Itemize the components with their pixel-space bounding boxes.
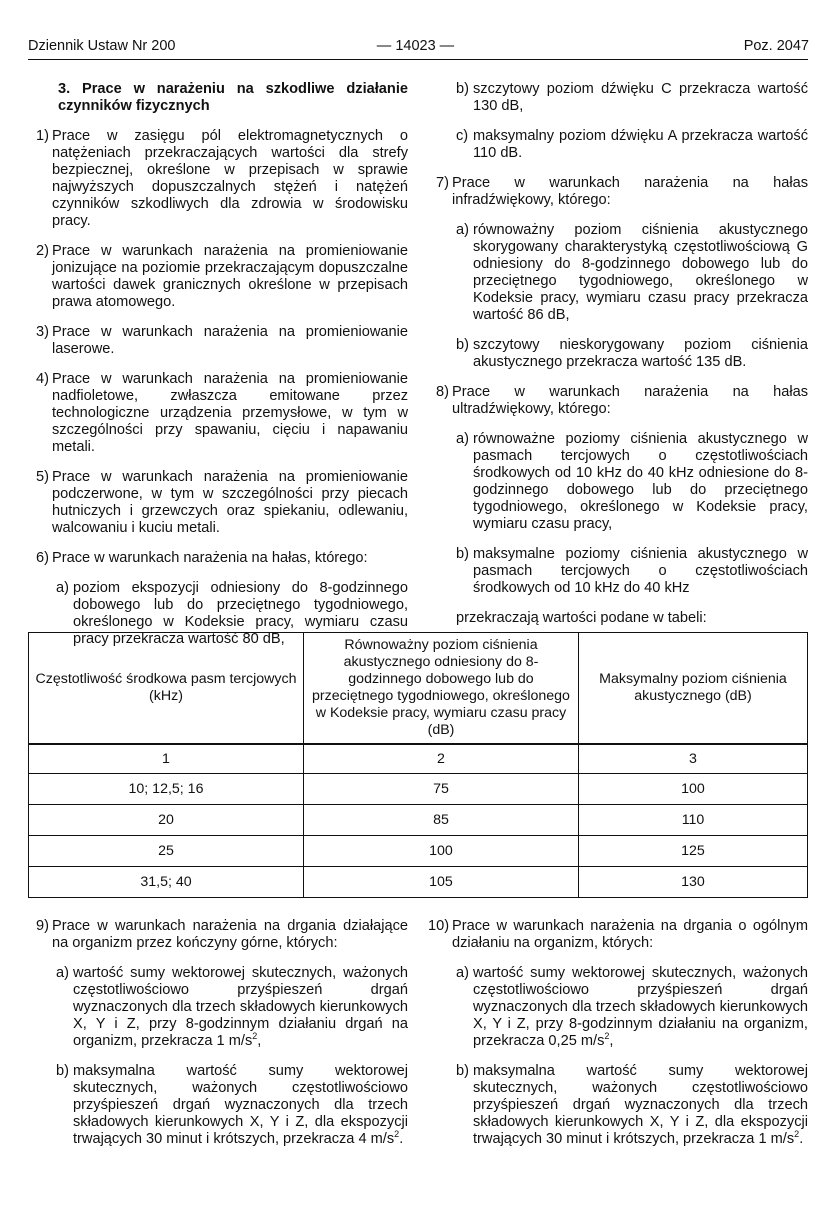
noise-table: [28, 632, 808, 898]
item-1: [28, 128, 408, 230]
superscript: 2: [394, 1129, 400, 1140]
header-equivalent-level: Równoważny poziom ciśnienia akustycznego odniesiony do 8-godzinnego dobowego lub do przeciętnego tygodniowego, określonego w Kodeksie pracy, wymiaru czasu pracy (dB): [304, 633, 579, 745]
superscript: 2: [794, 1129, 800, 1140]
table-cell: 130: [579, 867, 808, 898]
table-cell: 75: [304, 774, 579, 805]
item-number: 2): [36, 243, 49, 259]
sub-text: wartość sumy wektorowej skutecznych, ważonych częstotliwościowo przyśpieszeń drgań wyznaczonych dla trzech składowych kierunkowych X, Y i Z, przy 8-godzinnym działaniu na organizm, przekracza 0,25 m/s: [473, 965, 808, 1049]
item-4: [28, 371, 408, 456]
item-text: Prace w warunkach narażenia na drgania działające na organizm przez kończyny górne, których:: [52, 918, 408, 951]
section-heading: 3. Prace w narażeniu na szkodliwe działanie czynników fizycznych: [58, 81, 408, 114]
table-intro: przekraczają wartości podane w tabeli:: [456, 610, 707, 626]
table-cell: 25: [29, 836, 304, 867]
item-number: 6): [36, 550, 49, 566]
item-3: [28, 324, 408, 358]
item-number: 8): [436, 384, 449, 400]
table-cell: 85: [304, 805, 579, 836]
sub-text: równoważny poziom ciśnienia akustycznego skorygowany charakterystyką częstotliwościową G odniesiony do 8-godzinnego dobowego lub do przeciętnego tygodniowego, określonego w Kodeksie pracy, wymiaru czasu pracy przekracza wartość 86 dB,: [473, 222, 808, 323]
item-5: [28, 469, 408, 537]
item-10b: [428, 1063, 808, 1148]
item-text: Prace w zasięgu pól elektromagnetycznych o natężeniach przekraczających wartości dla strefy bezpiecznej, określone w przepisach w sprawie najwyższych dopuszczalnych stężeń i natężeń czynników szkodliwych dla zdrowia w środowisku pracy.: [52, 128, 408, 229]
table-cell: 100: [304, 836, 579, 867]
sub-text: równoważne poziomy ciśnienia akustycznego w pasmach tercjowych o częstotliwościach środkowych od 10 kHz do 40 kHz odniesione do 8-godzinnego dobowego lub do przeciętnego tygodniowego, określonego w Kodeksie pracy, wymiaru czasu pracy,: [473, 431, 808, 532]
page-number: — 14023 —: [376, 38, 455, 54]
sub-letter: b): [456, 1063, 469, 1079]
journal-title: Dziennik Ustaw Nr 200: [28, 38, 176, 54]
sub-text: maksymalny poziom dźwięku A przekracza wartość 110 dB.: [473, 128, 808, 161]
table-cell: 2: [304, 744, 579, 774]
item-text: Prace w warunkach narażenia na promieniowanie laserowe.: [52, 324, 408, 357]
item-9a: [28, 965, 408, 1050]
table-row: [29, 774, 808, 805]
sub-text: maksymalne poziomy ciśnienia akustycznego w pasmach tercjowych o częstotliwościach środkowych od 10 kHz do 40 kHz: [473, 546, 808, 596]
table-cell: 3: [579, 744, 808, 774]
sub-letter: b): [456, 81, 469, 97]
position-number: Poz. 2047: [743, 38, 809, 54]
item-text: Prace w warunkach narażenia na hałas ultradźwiękowy, którego:: [452, 384, 808, 417]
item-8: [428, 384, 808, 418]
sub-letter: a): [56, 580, 69, 596]
item-6c: [428, 128, 808, 162]
item-6b: [428, 81, 808, 115]
item-9b: [28, 1063, 408, 1148]
item-number: 5): [36, 469, 49, 485]
sub-letter: c): [456, 128, 469, 144]
item-10: [428, 918, 808, 952]
table-row: [29, 805, 808, 836]
sub-letter: b): [456, 337, 469, 353]
item-10a: [428, 965, 808, 1050]
sub-letter: a): [56, 965, 69, 981]
item-2: [28, 243, 408, 311]
table-cell: 125: [579, 836, 808, 867]
table-cell: 100: [579, 774, 808, 805]
superscript: 2: [252, 1031, 258, 1042]
sub-text: szczytowy poziom dźwięku C przekracza wartość 130 dB,: [473, 81, 808, 114]
item-text: Prace w warunkach narażenia na hałas infradźwiękowy, którego:: [452, 175, 808, 208]
header-max-level: Maksymalny poziom ciśnienia akustycznego (dB): [579, 633, 808, 745]
table-cell: 20: [29, 805, 304, 836]
sub-letter: a): [456, 965, 469, 981]
table-cell: 1: [29, 744, 304, 774]
item-8a: [428, 431, 808, 533]
item-text: Prace w warunkach narażenia na promieniowanie nadfioletowe, zwłaszcza emitowane przez technologiczne urządzenia przemysłowe, w tym w szczególności przy spawaniu, cięciu i napawaniu metali.: [52, 371, 408, 455]
punctuation: ,: [257, 1033, 262, 1049]
superscript: 2: [604, 1031, 610, 1042]
item-number: 9): [36, 918, 49, 934]
sub-letter: b): [456, 546, 469, 562]
table-header-row: [29, 633, 808, 745]
item-text: Prace w warunkach narażenia na drgania o ogólnym działaniu na organizm, których:: [452, 918, 808, 951]
table-cell: 10; 12,5; 16: [29, 774, 304, 805]
item-text: Prace w warunkach narażenia na promieniowanie jonizujące na poziomie przekraczającym dopuszczalne wartości dawek granicznych określone w przepisach prawa atomowego.: [52, 243, 408, 310]
table-row: [29, 836, 808, 867]
punctuation: .: [799, 1131, 804, 1147]
item-number: 3): [36, 324, 49, 340]
item-7: [428, 175, 808, 209]
left-column-top: [28, 81, 408, 661]
sub-text: maksymalna wartość sumy wektorowej skutecznych, ważonych częstotliwościowo przyśpieszeń drgań wyznaczonych dla trzech składowych kierunkowych X, Y i Z, dla ekspozycji trwających 30 minut i krótszych, przekracza 4 m/s: [73, 1063, 408, 1147]
item-8b: [428, 546, 808, 597]
sub-text: poziom ekspozycji odniesiony do 8-godzinnego dobowego lub do przeciętnego tygodniowego, określonego w Kodeksie pracy, wymiaru czasu pracy przekracza wartość 80 dB,: [73, 580, 408, 647]
table-cell: 110: [579, 805, 808, 836]
sub-text: maksymalna wartość sumy wektorowej skutecznych, ważonych częstotliwościowo przyśpieszeń drgań wyznaczonych dla trzech składowych kierunkowych X, Y i Z, dla ekspozycji trwających 30 minut i krótszych, przekracza 1 m/s: [473, 1063, 808, 1147]
item-number: 10): [428, 918, 450, 934]
item-number: 1): [36, 128, 49, 144]
item-6: [28, 550, 408, 567]
sub-text: szczytowy nieskorygowany poziom ciśnienia akustycznego przekracza wartość 135 dB.: [473, 337, 808, 370]
left-column-bottom: [28, 918, 408, 1161]
item-number: 7): [436, 175, 449, 191]
item-text: Prace w warunkach narażenia na promieniowanie podczerwone, w tym w szczególności przy piecach hutniczych i grzewczych oraz spiekaniu, odlewaniu, walcowaniu i kuciu metali.: [52, 469, 408, 536]
item-9: [28, 918, 408, 952]
header-divider: [28, 59, 808, 60]
right-column-bottom: [428, 918, 808, 1161]
punctuation: .: [399, 1131, 404, 1147]
table-row: [29, 867, 808, 898]
item-text: Prace w warunkach narażenia na hałas, którego:: [52, 550, 368, 566]
item-number: 4): [36, 371, 49, 387]
sub-letter: a): [456, 222, 469, 238]
sub-text: wartość sumy wektorowej skutecznych, ważonych częstotliwościowo przyśpieszeń drgań wyznaczonych dla trzech składowych kierunkowych X, Y i Z, przy 8-godzinnym działaniu drgań na organizm, przekracza 1 m/s: [73, 965, 408, 1049]
header-frequency: Częstotliwość środkowa pasm tercjowych (kHz): [29, 633, 304, 745]
table-cell: 31,5; 40: [29, 867, 304, 898]
table-index-row: [29, 744, 808, 774]
item-7b: [428, 337, 808, 371]
right-column-top: [428, 81, 808, 627]
sub-letter: a): [456, 431, 469, 447]
item-7a: [428, 222, 808, 324]
sub-letter: b): [56, 1063, 69, 1079]
table-cell: 105: [304, 867, 579, 898]
punctuation: ,: [609, 1033, 614, 1049]
